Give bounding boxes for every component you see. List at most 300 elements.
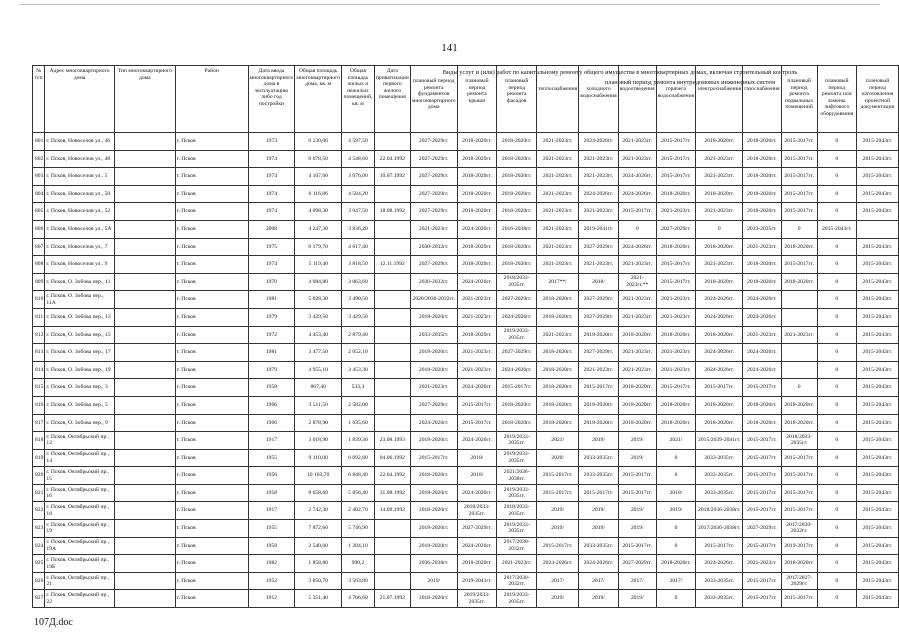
table-cell: 2021-2023гг. <box>656 308 696 326</box>
table-cell: 2027-2029гг. <box>457 520 497 538</box>
table-cell: 2 402,70 <box>342 502 375 520</box>
table-cell: 817 <box>33 414 45 432</box>
table-cell: г. Псков <box>175 291 248 309</box>
table-cell: 5 028,30 <box>295 291 342 309</box>
table-cell: 2018-2020гг. <box>497 256 537 274</box>
table-cell: 2015-2043гг. <box>856 238 898 256</box>
table-cell: 6 848,40 <box>342 467 375 485</box>
table-cell: г. Псков, Октябрьский пр., 14 <box>45 449 114 467</box>
table-cell: г. Псков <box>175 238 248 256</box>
table-cell: 2018/ <box>457 467 497 485</box>
table-cell <box>114 220 175 238</box>
table-cell: 2027-2029гг. <box>579 308 619 326</box>
table-cell: 2021-2023гг. <box>618 291 656 309</box>
table-cell: 2015-2017гг. <box>497 379 537 397</box>
table-cell: 806 <box>33 220 45 238</box>
table-cell: 0 <box>817 590 856 608</box>
column-header: плановый период ремонта крыши <box>457 66 497 133</box>
table-cell: 2018-2020гг. <box>656 555 696 573</box>
table-cell: 2015-2017гг. <box>579 484 619 502</box>
table-cell: 2024-2026гг. <box>696 555 743 573</box>
table-cell: 2021-2023гг. <box>656 203 696 221</box>
table-cell: 2021-2023гг. <box>537 256 579 274</box>
table-cell: 3 063,60 <box>342 273 375 291</box>
table-row <box>33 572 899 590</box>
table-row <box>33 361 899 379</box>
table-cell: 2018-2020гг. <box>696 414 743 432</box>
table-cell: 2015-2017гг. <box>743 590 781 608</box>
table-cell: 0 <box>817 502 856 520</box>
table-cell: 10.07.1992 <box>374 168 410 186</box>
table-cell: 0 <box>817 555 856 573</box>
table-cell: 824 <box>33 537 45 555</box>
table-row <box>33 220 899 238</box>
table-cell: г. Псков <box>175 502 248 520</box>
table-cell: 3 076,00 <box>342 168 375 186</box>
table-cell: 2018-2020гг. <box>497 133 537 151</box>
table-cell: 2027-2029гг. <box>410 150 457 168</box>
table-cell: 2018-2020гг. <box>696 185 743 203</box>
table-cell: 2015-2017гг. <box>696 537 743 555</box>
table-cell: 808 <box>33 256 45 274</box>
table-cell: 2021/2036-2038гг. <box>497 467 537 485</box>
column-header: водоотведения <box>618 66 656 133</box>
table-cell: 2027-2029гг. <box>410 185 457 203</box>
table-cell: 2024-2026гг. <box>457 537 497 555</box>
table-cell: 0 <box>817 185 856 203</box>
table-cell <box>374 537 410 555</box>
table-cell: 2027-2029гг. <box>656 220 696 238</box>
table-cell: 2015-2017гг. <box>618 537 656 555</box>
table-cell: 2027-2029гг. <box>497 291 537 309</box>
footer-filename: 107Д.doc <box>34 617 73 628</box>
table-cell: г. Псков <box>175 484 248 502</box>
table-cell: 4 107,60 <box>295 168 342 186</box>
table-cell <box>114 379 175 397</box>
table-cell: 2015-2017гг. <box>743 379 781 397</box>
table-cell: 1981 <box>248 291 295 309</box>
table-cell: 2024-2026гг. <box>743 344 781 362</box>
column-header: Дата ввода многоквартирного дома в эксплуатацию либо год постройки <box>248 66 295 133</box>
table-cell: 2021-2023гг. <box>579 168 619 186</box>
table-cell: 2019-2017гг. <box>781 537 817 555</box>
table-cell: 2018-2020гг. <box>497 396 537 414</box>
table-cell: 10 103,70 <box>295 467 342 485</box>
table-cell: 0 <box>656 537 696 555</box>
table-cell: 2015-2017гг. <box>656 273 696 291</box>
table-cell: 1974 <box>248 256 295 274</box>
table-cell: 2015-2017гг. <box>656 379 696 397</box>
table-cell: 2036-2038гг. <box>410 555 457 573</box>
table-cell: 0 <box>817 467 856 485</box>
table-cell <box>114 537 175 555</box>
table-cell <box>374 326 410 344</box>
table-cell: 1966 <box>248 414 295 432</box>
table-cell: 2018-2020гг. <box>743 133 781 151</box>
table-cell: 2033-2035гг. <box>696 467 743 485</box>
table-cell <box>114 150 175 168</box>
table-cell: 4 766,60 <box>342 590 375 608</box>
table-cell: 0 <box>817 379 856 397</box>
table-cell: 2024-2026гг. <box>696 308 743 326</box>
table-cell: 2015-2043гг. <box>856 590 898 608</box>
table-cell <box>374 185 410 203</box>
table-cell: 2018-2020гг. <box>743 256 781 274</box>
table-cell: 818 <box>33 432 45 450</box>
table-row <box>33 326 899 344</box>
table-cell: 2021-2023гг. <box>618 150 656 168</box>
table-cell: 2024-2026гг. <box>497 361 537 379</box>
table-cell: 2027-2029гг. <box>410 256 457 274</box>
table-cell: 2021-2023гг. <box>537 185 579 203</box>
table-cell: 23.08.1993 <box>374 432 410 450</box>
table-cell: 0 <box>817 361 856 379</box>
column-header: плановый период ремонта фундаментов многоквартирного дома <box>410 66 457 133</box>
table-cell: 2021/ <box>656 432 696 450</box>
table-cell: 2024-2026гг. <box>696 344 743 362</box>
table-cell: 2015-2043гг. <box>856 537 898 555</box>
table-cell: 2018-2020гг. <box>497 185 537 203</box>
table-cell: 2 879,40 <box>342 326 375 344</box>
table-cell: 533,3 <box>342 379 375 397</box>
table-cell: 1 204,10 <box>342 537 375 555</box>
table-cell: 1917 <box>248 502 295 520</box>
table-cell: 2030-2032гг. <box>410 238 457 256</box>
table-cell: 1958 <box>248 484 295 502</box>
table-row <box>33 150 899 168</box>
table-cell <box>374 238 410 256</box>
table-cell: 2 742,30 <box>295 502 342 520</box>
table-cell: 2019-2041гг. <box>457 572 497 590</box>
table-cell: 2017/2030-2032гг. <box>497 572 537 590</box>
table-cell: 2019/2033-2035гг. <box>497 432 537 450</box>
table-cell: 2018/ <box>579 273 619 291</box>
table-cell: г. Псков, О. Зобова пер., 9 <box>45 414 114 432</box>
table-cell: 2018-2020гг. <box>410 590 457 608</box>
table-cell: 2015-2043гг. <box>856 344 898 362</box>
table-cell: 2019/ <box>579 590 619 608</box>
table-cell: г. Псков <box>175 344 248 362</box>
table-row <box>33 432 899 450</box>
table-cell: 2018-2020гг. <box>618 396 656 414</box>
table-cell: г. Псков, О. Зобова пер., 11А <box>45 291 114 309</box>
table-cell: 2024-2026гг. <box>537 555 579 573</box>
table-cell: 2018-2020гг. <box>618 414 656 432</box>
table-cell: 2015-2017гг. <box>743 537 781 555</box>
column-header: плановый период ремонта фасадов <box>497 66 537 133</box>
table-cell: 2018-2020гг. <box>743 273 781 291</box>
table-cell: 2021-2023гг. <box>696 168 743 186</box>
table-cell: г. Псков <box>175 572 248 590</box>
table-cell: 2019/2033-2035гг. <box>497 484 537 502</box>
table-cell: 2018-2020гг. <box>743 203 781 221</box>
table-cell <box>114 520 175 538</box>
table-row <box>33 555 899 573</box>
table-cell: 2027-2029гг. <box>618 555 656 573</box>
table-cell: 1974 <box>248 150 295 168</box>
table-cell: 2027-2029гг. <box>579 291 619 309</box>
table-cell: 2027-2029гг. <box>410 203 457 221</box>
table-cell: 2018/2033-2035гг. <box>781 432 817 450</box>
table-cell: 823 <box>33 520 45 538</box>
table-cell: 3 477,50 <box>295 344 342 362</box>
table-cell: 2018-2020гг. <box>410 537 457 555</box>
table-cell: 4 597,50 <box>342 133 375 151</box>
table-cell: 2018-2020гг. <box>656 396 696 414</box>
table-cell: 2021-2023гг. <box>537 326 579 344</box>
table-cell: 2015-2043гг. <box>856 273 898 291</box>
table-cell: 3 818,50 <box>342 256 375 274</box>
table-cell: 2015-2017гг. <box>781 467 817 485</box>
table-cell: 2018-2020гг. <box>497 203 537 221</box>
table-cell: г. Псков <box>175 150 248 168</box>
table-cell: 2017/2030-2032гг. <box>497 537 537 555</box>
table-cell: 2015-2043гг. <box>856 291 898 309</box>
table-cell: 2019/2033-2035гг. <box>497 326 537 344</box>
table-cell: 0 <box>618 220 656 238</box>
table-cell: 8 658,60 <box>295 484 342 502</box>
table-cell: 3 836,20 <box>342 220 375 238</box>
table-cell: 816 <box>33 396 45 414</box>
table-cell: г. Псков, О. Зобова пер., 15 <box>45 326 114 344</box>
table-cell: 1912 <box>248 590 295 608</box>
table-cell: 2015-2017гг. <box>781 256 817 274</box>
table-cell: 2018-2020гг. <box>656 326 696 344</box>
table-cell: 2015-2017гг. <box>618 467 656 485</box>
table-cell: 2024-2026гг. <box>743 308 781 326</box>
table-cell: 0 <box>817 238 856 256</box>
table-cell: 1958 <box>248 379 295 397</box>
table-cell: 1981 <box>248 344 295 362</box>
table-cell: 2018-2020гг. <box>696 273 743 291</box>
table-cell: г. Псков <box>175 379 248 397</box>
table-cell <box>374 291 410 309</box>
table-cell: 2024-2026гг. <box>696 361 743 379</box>
table-cell: 14.09.1992 <box>374 502 410 520</box>
table-cell: 2015-2017гг. <box>743 572 781 590</box>
table-cell: 819 <box>33 449 45 467</box>
table-cell: 2015-2043гг. <box>856 555 898 573</box>
table-cell: 2015-2043гг. <box>856 467 898 485</box>
table-row <box>33 256 899 274</box>
table-cell: 2018/2033-2035гг. <box>497 502 537 520</box>
column-header: плановый период ремонта или замены лифтового оборудования <box>817 66 856 133</box>
engineering-systems-header: плановый период ремонта внутридомовых инженерных систем <box>604 79 776 86</box>
table-cell: 810 <box>33 291 45 309</box>
table-cell: г. Псков, О. Зобова пер., 13 <box>45 308 114 326</box>
table-cell: 2019/ <box>537 520 579 538</box>
table-cell: 2015-2017гг. <box>743 449 781 467</box>
table-cell: г. Псков <box>175 220 248 238</box>
table-cell: 2021-2023гг. <box>618 133 656 151</box>
column-header: холодного водоснабжения <box>579 66 619 133</box>
table-cell: г. Псков <box>175 520 248 538</box>
table-cell: 2018-2020гг. <box>410 467 457 485</box>
table-cell: 1974 <box>248 168 295 186</box>
table-cell: 2018-2020гг. <box>743 168 781 186</box>
table-cell: 2015-2043гг. <box>856 326 898 344</box>
table-cell <box>114 432 175 450</box>
table-cell: 2033-2035гг. <box>410 326 457 344</box>
table-cell: 9 110,00 <box>295 449 342 467</box>
table-row <box>33 344 899 362</box>
table-cell: г. Псков, Новоселов ул., 48 <box>45 150 114 168</box>
table-cell <box>374 273 410 291</box>
table-cell: 2015-2017гг. <box>781 150 817 168</box>
table-cell: 1952 <box>248 572 295 590</box>
table-cell <box>781 308 817 326</box>
table-cell: 811 <box>33 308 45 326</box>
table-cell: 0 <box>656 467 696 485</box>
table-cell: 2015-2017гг. <box>656 133 696 151</box>
table-cell: 1979 <box>248 361 295 379</box>
table-cell: 2024-2026гг. <box>743 291 781 309</box>
table-cell: 3 453,30 <box>342 361 375 379</box>
column-header: газоснабжения <box>743 66 781 133</box>
table-cell <box>114 484 175 502</box>
table-cell: 2018-2020гг. <box>457 238 497 256</box>
table-cell: 2017/2030-2032гг. <box>781 520 817 538</box>
table-cell: 867,40 <box>295 379 342 397</box>
table-cell: 2018-2020гг. <box>457 133 497 151</box>
table-cell: 2015-2017гг. <box>618 203 656 221</box>
table-row <box>33 396 899 414</box>
table-cell: 2018-2020гг. <box>457 326 497 344</box>
table-cell: 813 <box>33 344 45 362</box>
table-cell: 6 092,80 <box>342 449 375 467</box>
table-cell: 2018-2020гг. <box>618 379 656 397</box>
table-cell: 2021/ <box>537 432 579 450</box>
table-cell <box>856 220 898 238</box>
table-cell: 2018-2020гг. <box>537 361 579 379</box>
table-cell: 2018-2020гг. <box>696 326 743 344</box>
table-cell <box>114 361 175 379</box>
table-cell: 2033-2035гг. <box>579 467 619 485</box>
table-cell: 2018-2020гг. <box>696 133 743 151</box>
table-cell: 2033-2035гг. <box>696 449 743 467</box>
table-cell: г. Псков, Октябрьский пр., 19А <box>45 537 114 555</box>
table-cell: 2024-2026гг. <box>457 484 497 502</box>
table-cell <box>114 133 175 151</box>
table-cell: 0 <box>781 220 817 238</box>
column-header: Район <box>175 66 248 133</box>
table-cell: 2015-2043гг. <box>856 361 898 379</box>
table-cell: 6 078,50 <box>295 150 342 168</box>
table-cell: 2015-2017гг. <box>781 168 817 186</box>
table-cell: 2015-2017гг. <box>696 379 743 397</box>
table-row <box>33 203 899 221</box>
table-cell <box>114 572 175 590</box>
table-cell: 2015-2017гг. <box>457 414 497 432</box>
table-cell <box>781 291 817 309</box>
table-cell: 2018-2020гг. <box>457 555 497 573</box>
table-cell: 2018-2020гг. <box>656 238 696 256</box>
table-cell: 2018-2020гг. <box>457 150 497 168</box>
table-cell: 2015-2017гг. <box>537 537 579 555</box>
table-cell: 2019/2033-2035гг. <box>497 590 537 608</box>
table-cell: 2021-2023гг.** <box>618 273 656 291</box>
table-cell: 2027-2029гг. <box>410 133 457 151</box>
table-cell: 2018-2020гг. <box>457 168 497 186</box>
table-cell: г. Псков, Новоселов ул., 5А <box>45 220 114 238</box>
table-cell: 2018-2020гг. <box>537 291 579 309</box>
table-cell: 0 <box>817 520 856 538</box>
table-cell: 04.06.1992 <box>374 449 410 467</box>
table-cell: 2018-2020гг. <box>410 484 457 502</box>
table-cell: 2018-2020гг. <box>537 414 579 432</box>
table-cell <box>114 308 175 326</box>
table-cell: 2027-2029гг. <box>410 168 457 186</box>
table-cell: 2015-2043гг. <box>856 168 898 186</box>
table-row <box>33 449 899 467</box>
table-cell: 2021-2023гг. <box>579 256 619 274</box>
table-cell: г. Псков <box>175 414 248 432</box>
table-cell: 2015-2017гг. <box>656 150 696 168</box>
table-cell: 990,2 <box>342 555 375 573</box>
table-cell: 2021-2023гг. <box>537 238 579 256</box>
table-cell: 2033-2035гг. <box>696 484 743 502</box>
table-cell: г. Псков <box>175 308 248 326</box>
table-cell: 2015-2043гг. <box>856 256 898 274</box>
table-cell: г. Псков <box>175 361 248 379</box>
table-cell <box>374 133 410 151</box>
table-cell: 18.08.1992 <box>374 203 410 221</box>
table-cell: 0 <box>781 379 817 397</box>
table-cell: 2015-2043гг. <box>856 502 898 520</box>
table-cell: 2018-2020гг. <box>410 502 457 520</box>
table-cell: 5 746,90 <box>342 520 375 538</box>
table-cell: 2021-2023гг. <box>743 326 781 344</box>
table-cell: 2015-2043гг. <box>856 203 898 221</box>
table-cell: 2018-2020гг. <box>537 344 579 362</box>
table-cell: 2027-2029гг. <box>497 344 537 362</box>
table-cell: 2015-2017гг. <box>410 449 457 467</box>
table-cell: 3 850,70 <box>295 572 342 590</box>
column-header: Общая площадь жилых и нежилых помещений, кв. м <box>342 66 375 133</box>
table-cell: 2015-2017гг. <box>537 467 579 485</box>
table-cell <box>781 344 817 362</box>
table-cell: г. Псков, Октябрьский пр., 16 <box>45 484 114 502</box>
table-cell: г. Псков, Октябрьский пр., 22 <box>45 590 114 608</box>
table-cell: 814 <box>33 361 45 379</box>
table-cell: 2033-2035гг. <box>579 449 619 467</box>
table-cell: 2017/ <box>537 572 579 590</box>
table-cell: 2018-2020гг. <box>781 238 817 256</box>
table-cell: 2018-2020гг. <box>497 238 537 256</box>
table-row <box>33 308 899 326</box>
table-row <box>33 185 899 203</box>
table-cell: 2016-2038гг. <box>497 220 537 238</box>
table-cell: 1974 <box>248 185 295 203</box>
table-cell: г. Псков, О. Зобова пер., 11 <box>45 273 114 291</box>
table-cell: 2019/ <box>579 502 619 520</box>
table-cell: 5 856,40 <box>342 484 375 502</box>
table-cell: г. Псков, Октябрьский пр., 12 <box>45 432 114 450</box>
table-cell: 2015-2017гг. <box>743 484 781 502</box>
table-cell: 2021-2023гг. <box>457 291 497 309</box>
table-cell: 0 <box>817 344 856 362</box>
table-cell: 2024-2026гг. <box>457 273 497 291</box>
table-cell: 2024-2026гг. <box>410 414 457 432</box>
table-cell: 2021-2023гг. <box>696 256 743 274</box>
table-cell: 2 052,10 <box>342 344 375 362</box>
table-cell: 31.08.1992 <box>374 484 410 502</box>
table-cell: 2017/ <box>618 572 656 590</box>
table-row <box>33 238 899 256</box>
table-cell <box>114 185 175 203</box>
table-cell: г. Псков, О. Зобова пер., 5 <box>45 396 114 414</box>
table-cell: г. Псков, Октябрьский пр., 21 <box>45 572 114 590</box>
